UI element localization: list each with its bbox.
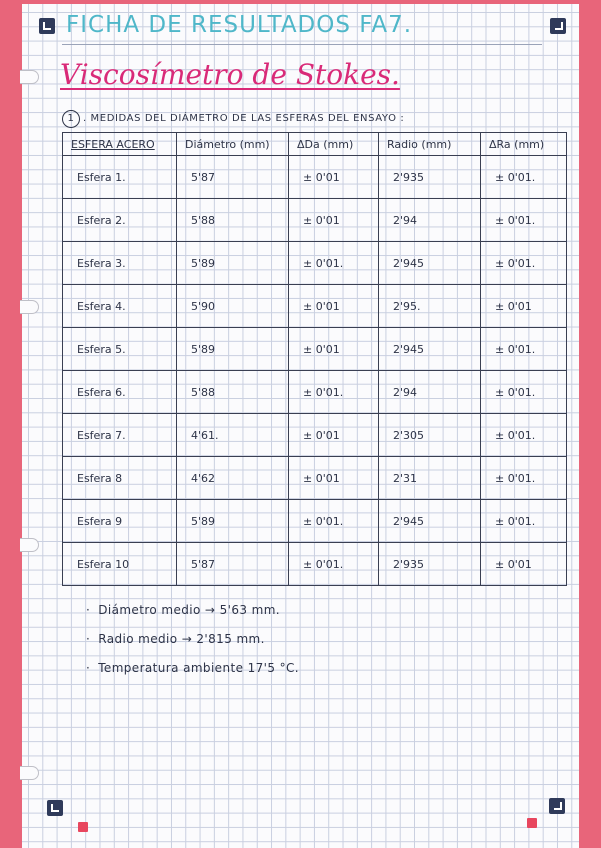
header-rule [62,44,542,45]
table-row [63,414,567,457]
table-cell: 2'94 [379,199,481,242]
corner-tab-icon [550,18,566,34]
table-cell: ± 0'01. [481,328,567,371]
section-label: . MEDIDAS DEL DIÁMETRO DE LAS ESFERAS DEL ENSAYO : [83,113,405,124]
table-cell: Esfera 5. [63,328,177,371]
corner-tab-icon [39,18,55,34]
table-cell: 5'88 [177,199,289,242]
table-cell: 2'935 [379,543,481,586]
table-header-row [63,133,567,156]
table-cell: 2'945 [379,500,481,543]
table-cell: ± 0'01 [289,328,379,371]
table-cell: 5'87 [177,156,289,199]
table-cell: ± 0'01. [481,371,567,414]
table-cell: 2'305 [379,414,481,457]
table-cell: ± 0'01 [289,285,379,328]
table-cell: ± 0'01. [481,199,567,242]
column-header: Radio (mm) [379,133,481,156]
table-cell: Esfera 6. [63,371,177,414]
list-item: · Diámetro medio → 5'63 mm. [100,596,299,625]
table-cell: ± 0'01 [289,457,379,500]
binder-hole [20,538,39,552]
table-cell: Esfera 3. [63,242,177,285]
table-row [63,199,567,242]
table-cell: ± 0'01. [481,242,567,285]
table-row [63,371,567,414]
table-cell: 4'62 [177,457,289,500]
table-cell: ± 0'01. [289,543,379,586]
table-cell: Esfera 4. [63,285,177,328]
table-cell: ± 0'01. [481,500,567,543]
table-cell: ± 0'01 [481,285,567,328]
binder-hole [20,300,39,314]
table-cell: ± 0'01. [481,457,567,500]
pink-marker [78,822,88,832]
table-cell: 5'89 [177,328,289,371]
table-cell: ± 0'01. [289,500,379,543]
binder-hole [20,766,39,780]
table-cell: 5'90 [177,285,289,328]
column-header: Diámetro (mm) [177,133,289,156]
table-cell: ± 0'01 [289,199,379,242]
table-cell: Esfera 7. [63,414,177,457]
table-cell: 5'89 [177,500,289,543]
table-cell: 2'945 [379,242,481,285]
table-cell: ± 0'01. [481,156,567,199]
table-cell: Esfera 9 [63,500,177,543]
page-title: Viscosímetro de Stokes. [60,58,400,91]
table-row [63,457,567,500]
table-cell: ± 0'01. [481,414,567,457]
table-cell: ± 0'01 [481,543,567,586]
table-cell: ± 0'01. [289,242,379,285]
list-item: · Temperatura ambiente 17'5 °C. [100,654,299,683]
section-heading [62,110,404,128]
corner-tab-icon [549,798,565,814]
table-row [63,156,567,199]
table-cell: 5'88 [177,371,289,414]
table-cell: Esfera 1. [63,156,177,199]
table-cell: 2'95. [379,285,481,328]
summary-list [100,596,299,683]
table-cell: ± 0'01 [289,156,379,199]
table-cell: ± 0'01 [289,414,379,457]
page-header-title: FICHA DE RESULTADOS FA7. [66,12,413,38]
table-cell: 2'94 [379,371,481,414]
table-row [63,328,567,371]
table-cell: 2'935 [379,156,481,199]
table-cell: Esfera 2. [63,199,177,242]
list-item: · Radio medio → 2'815 mm. [100,625,299,654]
pink-marker [527,818,537,828]
column-header: ΔDa (mm) [289,133,379,156]
corner-tab-icon [47,800,63,816]
column-header: ΔRa (mm) [481,133,567,156]
table-cell: 2'31 [379,457,481,500]
table-row [63,500,567,543]
column-header: ESFERA ACERO [63,133,177,156]
table-cell: Esfera 8 [63,457,177,500]
table-row [63,242,567,285]
table-cell: 5'87 [177,543,289,586]
results-table [62,132,567,586]
section-number: 1 [62,110,80,128]
table-cell: ± 0'01. [289,371,379,414]
binder-hole [20,70,39,84]
table-row [63,285,567,328]
table-cell: Esfera 10 [63,543,177,586]
table-cell: 5'89 [177,242,289,285]
table-cell: 4'61. [177,414,289,457]
table-cell: 2'945 [379,328,481,371]
table-row [63,543,567,586]
